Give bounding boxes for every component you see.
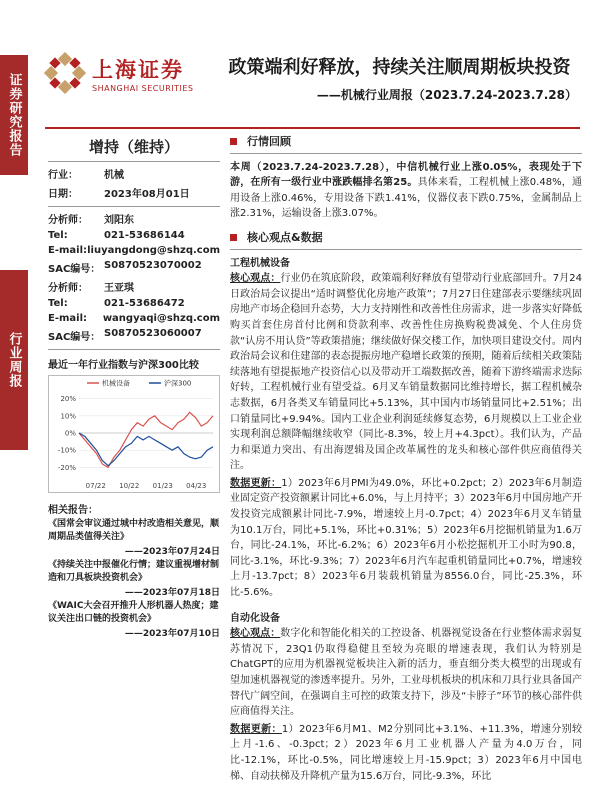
header-divider bbox=[45, 127, 580, 129]
analyst-row-key: E-mail: bbox=[48, 313, 88, 324]
x-tick-label: 07/22 bbox=[85, 482, 106, 490]
sidebar-info bbox=[48, 130, 220, 639]
section-market-review bbox=[230, 134, 582, 154]
automation-core-view: 核心观点：数字化和智能化相关的工控设备、机器视觉设备在行业整体需求弱复苏情况下，23Q1仍取得稳健且至较为亮眼的增速表现，我们认为特别是ChatGPT的应用为机器视觉板块注入新的活力，垂直细分类大模型的出现或有望加速机器视觉的渗透率提升。另外，工业母机板块的机床和刀具行业具备国产替代广阔空间，在强调自主可控的政策支持下，涉及“卡脖子”环节的核心部件供应商值得关注。 bbox=[230, 628, 583, 718]
info-row-key: 日期： bbox=[48, 189, 78, 200]
chart-svg bbox=[49, 376, 219, 492]
related-report-link[interactable]: 《持续关注中报催化行情；建议重视增材制造和刀具板块投资机会》 bbox=[48, 560, 220, 583]
company-logo bbox=[44, 52, 194, 94]
chart-title: 最近一年行业指数与沪深300比较 bbox=[48, 360, 199, 371]
analyst-row bbox=[48, 260, 220, 275]
legend-label: 沪深300 bbox=[164, 379, 192, 388]
report-subtitle: ——机械行业周报（2023.7.24-2023.7.28） bbox=[316, 88, 577, 102]
section-title: 行情回顾 bbox=[247, 135, 291, 148]
analyst-row bbox=[48, 279, 220, 294]
y-tick-label: -20% bbox=[57, 463, 76, 472]
analyst-row-key: SAC编号： bbox=[48, 332, 101, 343]
analyst-row-value: S0870523060007 bbox=[104, 328, 202, 339]
info-row-value: 机械 bbox=[104, 170, 124, 181]
logo-mark-icon bbox=[44, 52, 86, 94]
analyst-row-value: wangyaqi@shzq.com bbox=[102, 313, 220, 324]
related-report-link[interactable]: 《WAIC大会召开推升人形机器人热度；建议关注出口链的投资机会》 bbox=[48, 601, 219, 624]
logo-name-cn: 上海证券 bbox=[92, 57, 184, 82]
info-row-value: 2023年08月01日 bbox=[104, 189, 190, 200]
y-tick-label: -10% bbox=[57, 446, 76, 455]
engineering-core-view: 核心观点：行业仍在筑底阶段，政策端利好释放有望带动行业底部回升。7月24日政治局会议提出“适时调整优化房地产政策”；7月27日住建部表示要继续巩固房地产市场企稳回升态势，大力支持刚性和改善性住房需求，进一步落实好降低购买首套住房首付比例和贷款利率、改善性住房换购税费减免、个人住房贷款“认房不用认贷”等政策措施；继续做好保交楼工作，加快项目建设交付。周内政治局会议和住建部的表态提振房地产稳增长政策的预期，随着后续相关政策陆续落地有望提振地产投资信心以及带动开工端数据改善，随着下游终端需求迭际好转，工程机械行业有望受益。6月叉车销量数据同比维持增长，据工程机械杂志数据，6月各类叉车销量同比+5.13%，其中国内市场销量同比+2.51%；出口销量同比+9.94%。国内工业企业利润延续修复态势，6月规模以上工业企业实现利润总额降幅继续收窄（同比-8.3%，较上月+4.3pct）。我们认为，产品力和渠道力突出、有出海逻辑及国企改革属性的龙头和核心部件供应商值得关注。 bbox=[230, 273, 583, 472]
series-line-machinery bbox=[79, 412, 213, 467]
series-line-csi300 bbox=[79, 433, 213, 466]
analyst-row bbox=[48, 298, 220, 309]
x-tick-label: 04/23 bbox=[186, 482, 207, 490]
y-tick-label: 10% bbox=[60, 412, 76, 421]
analyst-row bbox=[48, 230, 220, 241]
engineering-data-update: 数据更新：1）2023年6月PMI为49.0%，环比+0.2pct；2）2023年6月制造业固定资产投资额累计同比+6.0%，与上月持平；3）2023年6月中国房地产开发投资完成额累计同比-7.9%，增速较上月-0.7pct；4）2023年6月叉车销量为10.1万台，同比+5.1%，环比+0.31%；5）2023年6月挖掘机销量为1.6万台，同比-24.1%，环比-6.2%；6）2023年6月小松挖掘机开工小时为90.8，同比-3.1%，环比-9.3%；7）2023年6月汽车起重机销量同比+0.7%，增速较上月-13.7pct；8）2023年6月装载机销量为8556.0台，同比-25.3%，环比-5.6%。 bbox=[230, 477, 582, 599]
related-report-date: ——2023年07月10日 bbox=[124, 629, 220, 639]
y-tick-label: 20% bbox=[60, 395, 76, 404]
analyst-row-value: 王亚琪 bbox=[104, 283, 134, 294]
analyst-row bbox=[48, 313, 220, 324]
related-report-link[interactable]: 《国常会审议通过城中村改造相关意见，顺周期品类值得关注》 bbox=[48, 519, 220, 542]
report-title: 政策端利好释放，持续关注顺周期板块投资 bbox=[228, 57, 571, 78]
subsection-automation: 自动化设备 bbox=[230, 612, 280, 624]
related-report-date: ——2023年07月18日 bbox=[124, 588, 220, 598]
analyst-row-key: 分析师： bbox=[48, 283, 88, 294]
y-tick-label: 0% bbox=[64, 429, 76, 438]
analyst-row-key: Tel: bbox=[48, 298, 68, 309]
legend-label: 机械设备 bbox=[102, 379, 130, 388]
section-marker-icon bbox=[230, 138, 237, 145]
main-content bbox=[230, 134, 582, 784]
x-tick-label: 10/22 bbox=[119, 482, 140, 490]
side-label-report: 证券研究报告 bbox=[0, 55, 28, 175]
logo-name-en: SHANGHAI SECURITIES bbox=[92, 83, 194, 93]
analyst-row-value: 021-53686472 bbox=[104, 298, 185, 309]
info-row-key: 行业： bbox=[48, 170, 78, 181]
analyst-row bbox=[48, 328, 220, 343]
index-comparison-chart bbox=[48, 375, 220, 493]
section-core-views bbox=[230, 230, 582, 250]
subsection-engineering: 工程机械设备 bbox=[230, 257, 290, 269]
analyst-row-value: S0870523070002 bbox=[104, 260, 202, 271]
rating: 增持（维持） bbox=[48, 136, 220, 162]
analyst-row-value: liuyangdong@shzq.com bbox=[87, 245, 220, 256]
automation-data-update: 数据更新：1）2023年6月M1、M2分别同比+3.1%、+11.3%，增速分别较上月-1.6、-0.3pct；2）2023年6月工业机器人产量为4.0万台，同比-12.1%，环比-0.5%，同比增速较上月-15.9pct；3）2023年6月中国电梯、自动扶梯及升降机产量为15.6万台，同比-9.3%，环比 bbox=[230, 723, 582, 782]
info-row bbox=[48, 166, 220, 181]
related-reports-title: 相关报告： bbox=[48, 505, 98, 516]
info-row bbox=[48, 185, 220, 200]
analyst-row-value: 刘阳东 bbox=[104, 215, 134, 226]
market-review-text: 本周（2023.7.24-2023.7.28），中信机械行业上涨0.05%，表现处于下游，在所有一级行业中涨跌幅排名第25。具体来看，工程机械上涨0.48%，通用设备上涨0.46%，专用设备下跌1.41%，仪器仪表下跌0.75%，金属制品上涨2.31%，运输设备上涨3.07%。 bbox=[230, 161, 582, 220]
analyst-row-key: E-mail: bbox=[48, 245, 88, 256]
x-tick-label: 01/23 bbox=[152, 482, 173, 490]
analyst-row-key: 分析师： bbox=[48, 215, 88, 226]
section-marker-icon bbox=[230, 234, 237, 241]
analyst-row bbox=[48, 211, 220, 226]
section-title: 核心观点&数据 bbox=[247, 230, 323, 244]
analyst-row bbox=[48, 245, 220, 256]
analyst-row-value: 021-53686144 bbox=[104, 230, 185, 241]
side-label-weekly: 行业周报 bbox=[0, 270, 28, 450]
analyst-row-key: SAC编号： bbox=[48, 264, 101, 275]
analyst-row-key: Tel: bbox=[48, 230, 68, 241]
related-report-date: ——2023年07月24日 bbox=[124, 547, 220, 557]
